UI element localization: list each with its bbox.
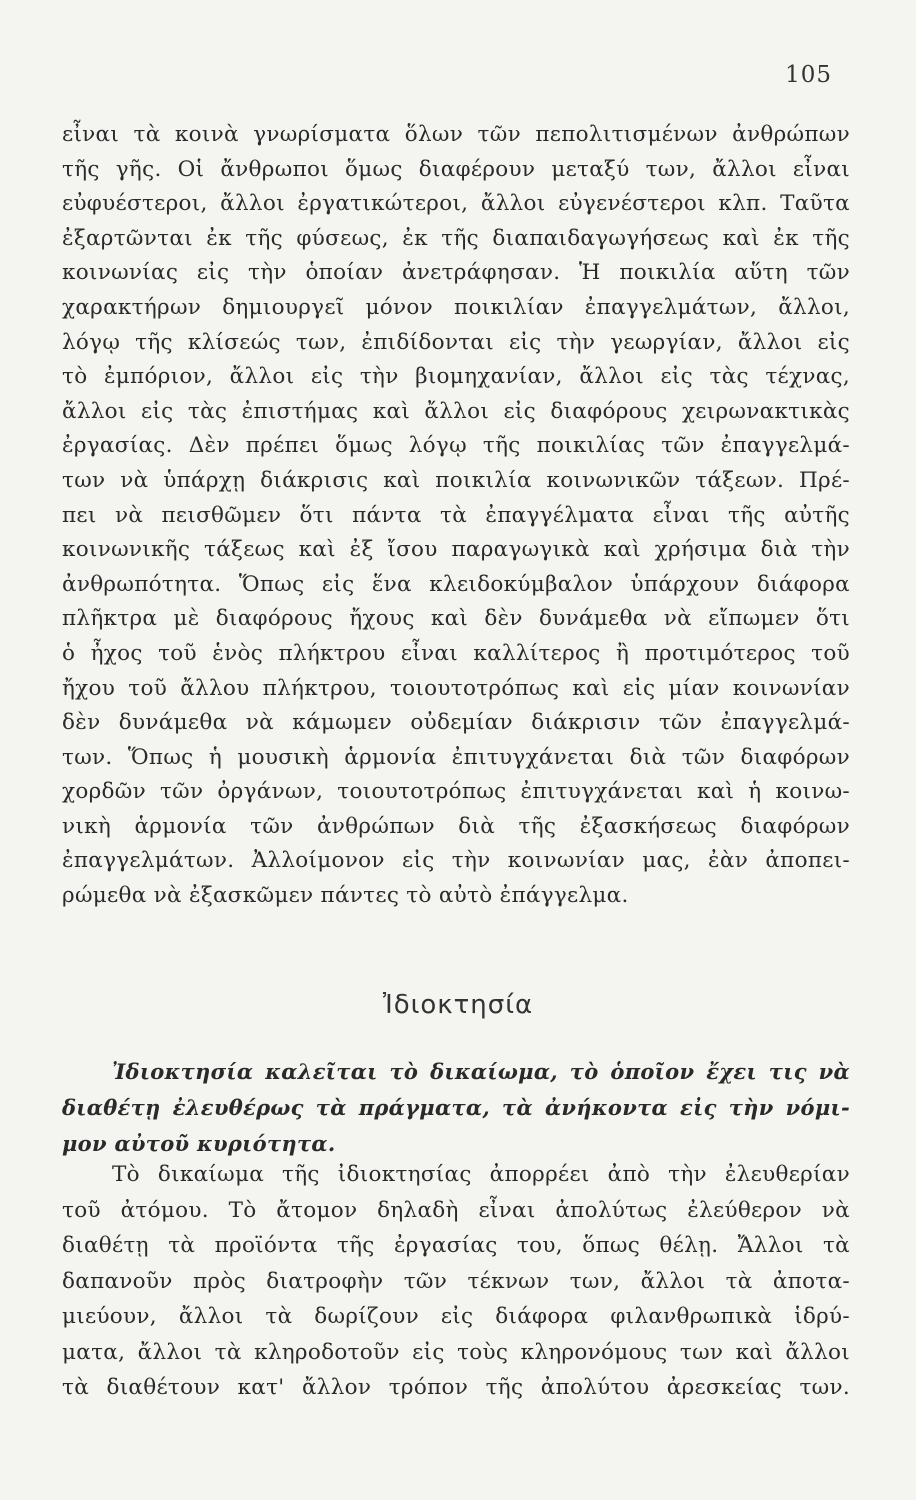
text-line: ὁ ἦχος τοῦ ἑνὸς πλήκτρου εἶναι καλλίτερος ἢ προτιμότερος τοῦ bbox=[62, 640, 850, 666]
paragraph-2 bbox=[62, 1157, 850, 1406]
text-line: των. Ὅπως ἡ μουσικὴ ἁρμονία ἐπιτυγχάνεται διὰ τῶν διαφόρων bbox=[62, 744, 850, 770]
text-line: ματα, ἄλλοι τὰ κληροδοτοῦν εἰς τοὺς κληρονόμους των καὶ ἄλλοι bbox=[62, 1339, 850, 1365]
text-line: τῆς γῆς. Οἱ ἄνθρωποι ὅμως διαφέρουν μεταξύ των, ἄλλοι εἶναι bbox=[62, 156, 850, 182]
definition-line: διαθέτῃ ἐλευθέρως τὰ πράγματα, τὰ ἀνήκοντα εἰς τὴν νόμι- bbox=[62, 1095, 850, 1120]
text-line: εὐφυέστεροι, ἄλλοι ἐργατικώτεροι, ἄλλοι εὐγενέστεροι κλπ. Ταῦτα bbox=[62, 191, 850, 217]
text-line: διαθέτῃ τὰ προϊόντα τῆς ἐργασίας του, ὅπως θέλῃ. Ἄλλοι τὰ bbox=[62, 1233, 850, 1258]
definition-paragraph bbox=[62, 1054, 850, 1162]
text-line: κοινωνίας εἰς τὴν ὁποίαν ἀνετράφησαν. Ἡ ποικιλία αὕτη τῶν bbox=[62, 260, 850, 286]
text-line: λόγῳ τῆς κλίσεώς των, ἐπιδίδονται εἰς τὴν γεωργίαν, ἄλλοι εἰς bbox=[62, 329, 850, 355]
text-line: πλῆκτρα μὲ διαφόρους ἤχους καὶ δὲν δυνάμεθα νὰ εἴπωμεν ὅτι bbox=[62, 606, 850, 632]
text-line: ἤχου τοῦ ἄλλου πλήκτρου, τοιουτοτρόπως καὶ εἰς μίαν κοινωνίαν bbox=[62, 675, 850, 701]
text-line: χορδῶν τῶν ὀργάνων, τοιουτοτρόπως ἐπιτυγχάνεται καὶ ἡ κοινω- bbox=[62, 779, 850, 805]
text-line: κοινωνικῆς τάξεως καὶ ἐξ ἴσου παραγωγικὰ καὶ χρήσιμα διὰ τὴν bbox=[62, 537, 850, 563]
text-line: ἀνθρωπότητα. Ὅπως εἰς ἕνα κλειδοκύμβαλον ὑπάρχουν διάφορα bbox=[62, 571, 850, 597]
paragraph-1 bbox=[62, 118, 850, 914]
text-line: νικὴ ἁρμονία τῶν ἀνθρώπων διὰ τῆς ἐξασκήσεως διαφόρων bbox=[62, 813, 850, 839]
text-line: ἐπαγγελμάτων. Ἀλλοίμονον εἰς τὴν κοινωνίαν μας, ἐὰν ἀποπει- bbox=[62, 848, 850, 874]
text-line: ἐξαρτῶνται ἐκ τῆς φύσεως, ἐκ τῆς διαπαιδαγωγήσεως καὶ ἐκ τῆς bbox=[62, 225, 850, 251]
text-line: τὰ διαθέτουν κατ' ἄλλον τρόπον τῆς ἀπολύτου ἀρεσκείας των. bbox=[62, 1375, 850, 1400]
definition-line: Ἰδιοκτησία καλεῖται τὸ δικαίωμα, τὸ ὁποῖον ἔχει τις νὰ bbox=[112, 1059, 850, 1084]
text-line: μιεύουν, ἄλλοι τὰ δωρίζουν εἰς διάφορα φιλανθρωπικὰ ἱδρύ- bbox=[62, 1304, 850, 1329]
section-heading: Ἰδιοκτησία bbox=[382, 990, 534, 1020]
text-line: πει νὰ πεισθῶμεν ὅτι πάντα τὰ ἐπαγγέλματα εἶναι τῆς αὐτῆς bbox=[62, 502, 850, 528]
definition-line: μον αὐτοῦ κυριότητα. bbox=[62, 1131, 336, 1156]
text-line: δὲν δυνάμεθα νὰ κάμωμεν οὐδεμίαν διάκρισιν τῶν ἐπαγγελμά- bbox=[62, 710, 850, 736]
text-line: ἐργασίας. Δὲν πρέπει ὅμως λόγῳ τῆς ποικιλίας τῶν ἐπαγγελμά- bbox=[62, 433, 850, 459]
text-line: χαρακτήρων δημιουργεῖ μόνον ποικιλίαν ἐπαγγελμάτων, ἄλλοι, bbox=[62, 294, 850, 320]
text-line: εἶναι τὰ κοινὰ γνωρίσματα ὅλων τῶν πεπολιτισμένων ἀνθρώπων bbox=[62, 122, 850, 147]
text-line: των νὰ ὑπάρχῃ διάκρισις καὶ ποικιλία κοινωνικῶν τάξεων. Πρέ- bbox=[62, 467, 850, 493]
text-line: Τὸ δικαίωμα τῆς ἰδιοκτησίας ἀπορρέει ἀπὸ τὴν ἐλευθερίαν bbox=[112, 1162, 850, 1187]
text-line: τὸ ἐμπόριον, ἄλλοι εἰς τὴν βιομηχανίαν, ἄλλοι εἰς τὰς τέχνας, bbox=[62, 364, 850, 390]
text-line: ἄλλοι εἰς τὰς ἐπιστήμας καὶ ἄλλοι εἰς διαφόρους χειρωνακτικὰς bbox=[62, 398, 850, 424]
text-line: δαπανοῦν πρὸς διατροφὴν τῶν τέκνων των, ἄλλοι τὰ ἀποτα- bbox=[62, 1268, 850, 1294]
text-line: ρώμεθα νὰ ἐξασκῶμεν πάντες τὸ αὐτὸ ἐπάγγελμα. bbox=[62, 883, 629, 909]
page-number: 105 bbox=[785, 62, 832, 88]
text-line: τοῦ ἀτόμου. Τὸ ἄτομον δηλαδὴ εἶναι ἀπολύτως ἐλεύθερον νὰ bbox=[62, 1197, 850, 1223]
